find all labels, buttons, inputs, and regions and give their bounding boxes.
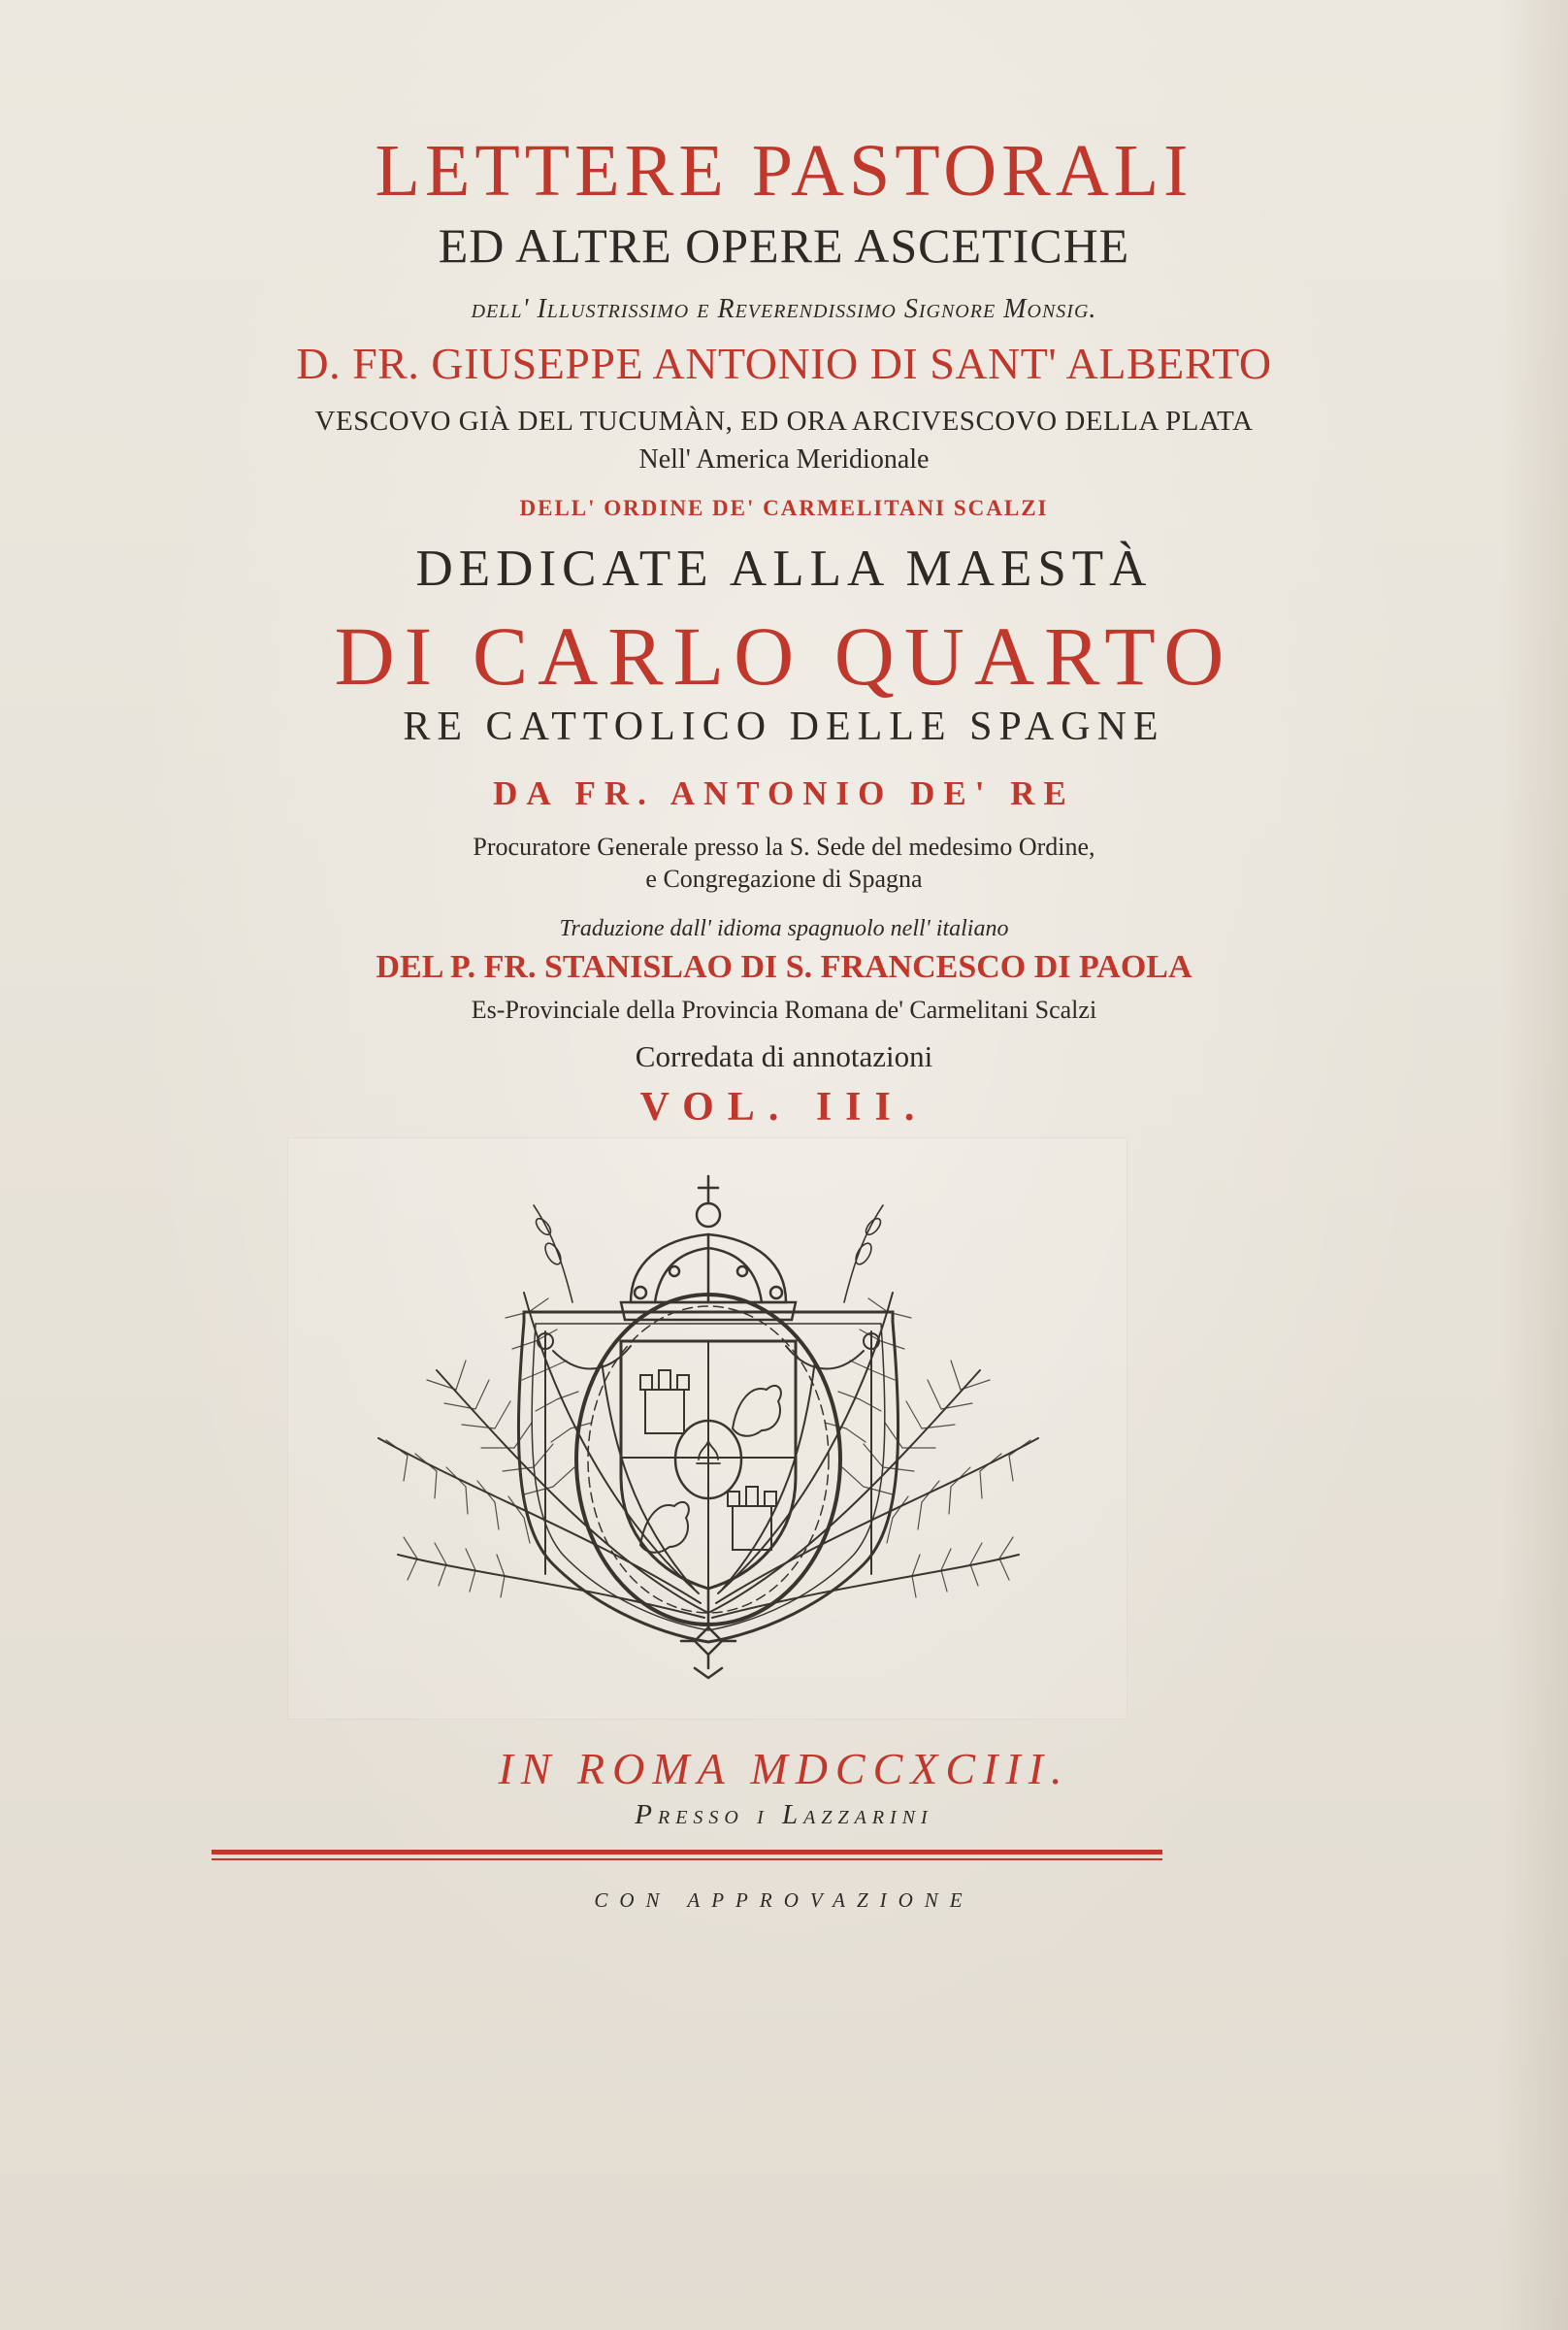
imprint-printer: Presso i Lazzarini — [635, 1799, 933, 1830]
translator-role: Es-Provinciale della Provincia Romana de' Carmelitani Scalzi — [471, 996, 1097, 1024]
imprint-approval: CON APPROVAZIONE — [594, 1888, 974, 1912]
translation-note: Traduzione dall' idioma spagnuolo nell' italiano — [559, 916, 1009, 941]
imprint-place-date: IN ROMA MDCCXCIII. — [498, 1744, 1070, 1793]
editor-role-line-1: Procuratore Generale presso la S. Sede del medesimo Ordine, — [473, 833, 1095, 861]
order-line: DELL' ORDINE DE' CARMELITANI SCALZI — [519, 496, 1049, 520]
dedication-line-3: RE CATTOLICO DELLE SPAGNE — [403, 705, 1165, 749]
author-role: VESCOVO GIÀ DEL TUCUMÀN, ED ORA ARCIVESCOVO DELLA PLATA — [314, 406, 1254, 437]
title-line-2: ED ALTRE OPERE ASCETICHE — [438, 218, 1130, 273]
honorific-line: dell' Illustrissimo e Reverendissimo Signore Monsig. — [471, 294, 1097, 324]
dedication-king: DI CARLO QUARTO — [334, 609, 1234, 703]
editor-line: DA FR. ANTONIO DE' RE — [493, 774, 1075, 812]
red-rule-thin — [212, 1858, 1162, 1860]
royal-coat-of-arms-icon — [320, 1147, 1096, 1715]
translator-line: DEL P. FR. STANISLAO DI S. FRANCESCO DI PAOLA — [376, 949, 1192, 985]
annotations-line: Corredata di annotazioni — [635, 1039, 933, 1073]
red-rule-thick — [212, 1850, 1162, 1854]
dedication-line-1: DEDICATE ALLA MAESTÀ — [415, 541, 1153, 597]
region-line: Nell' America Meridionale — [638, 444, 930, 475]
editor-role-line-2: e Congregazione di Spagna — [645, 865, 923, 893]
title-line-1: LETTERE PASTORALI — [375, 130, 1193, 212]
author-name: D. FR. GIUSEPPE ANTONIO DI SANT' ALBERTO — [296, 339, 1272, 388]
volume-line: VOL. III. — [639, 1085, 929, 1130]
